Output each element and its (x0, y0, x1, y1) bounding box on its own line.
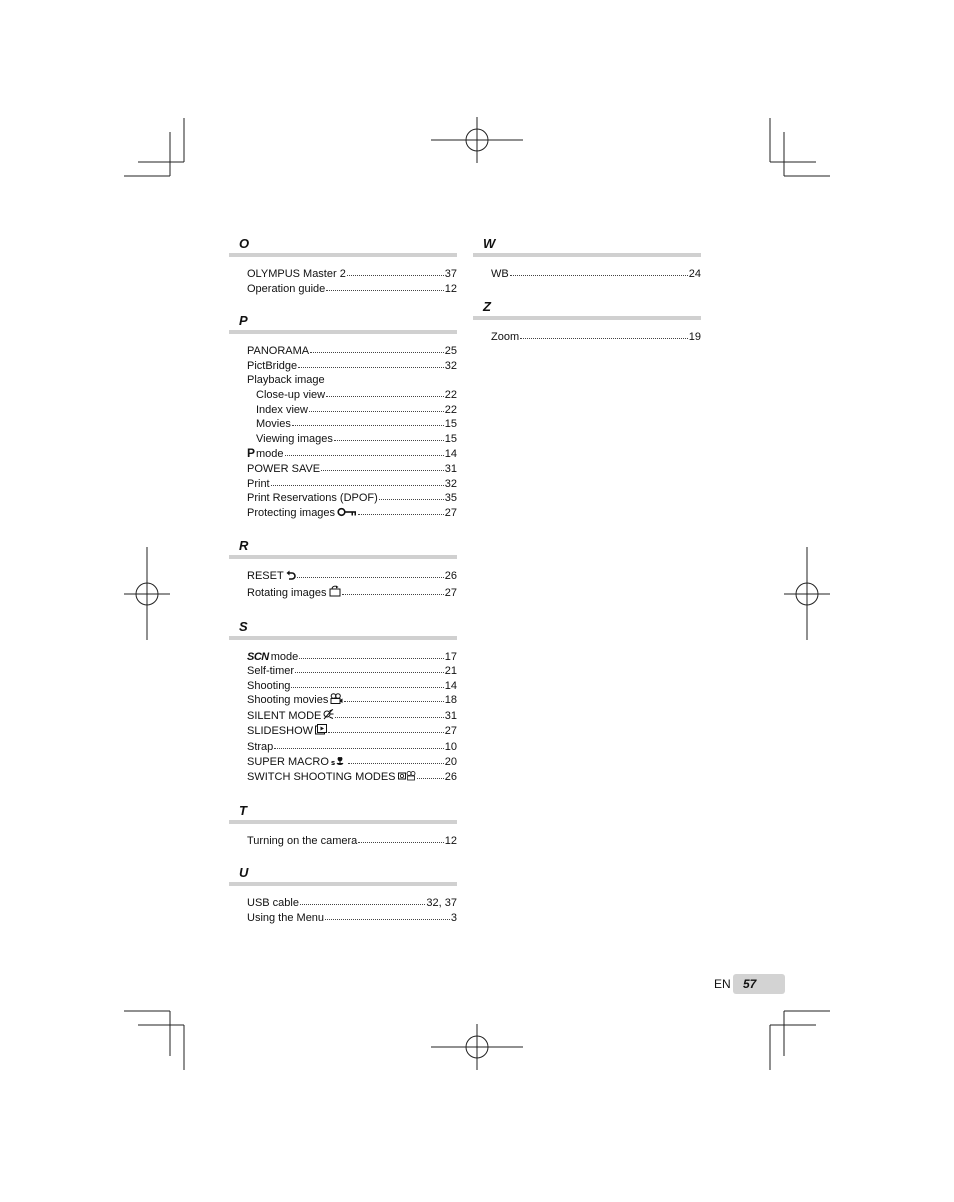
entry-label-group (256, 388, 325, 403)
entry-label: Index view (256, 403, 308, 416)
entry-label: WB (491, 268, 509, 280)
entry-label-group (247, 911, 324, 926)
section-header (229, 866, 457, 886)
entry-list (229, 824, 457, 849)
index-entry-super-macro (247, 755, 457, 771)
entry-label-group (247, 267, 346, 282)
index-entry-shooting-movies (247, 693, 457, 709)
dot-leader (291, 678, 443, 688)
section-header (473, 300, 701, 320)
entry-label-group (247, 740, 273, 755)
entry-page-number: 21 (444, 665, 457, 678)
entry-page-number: 12 (444, 834, 457, 847)
page-number-tab (733, 974, 785, 994)
dot-leader (379, 490, 444, 500)
entry-page-number: 18 (444, 694, 457, 707)
dot-leader (309, 402, 444, 412)
entry-label-group (247, 506, 357, 522)
entry-label-group (247, 664, 294, 679)
entry-label-group (247, 834, 357, 849)
entry-label: Protecting images (247, 506, 336, 519)
super-macro-icon (331, 755, 347, 771)
dot-leader (298, 358, 444, 368)
entry-page-number: 32 (444, 477, 457, 490)
entry-label-group (247, 477, 270, 492)
dot-leader (274, 739, 443, 749)
entry-label: SWITCH SHOOTING MODES (247, 771, 396, 784)
entry-page-number: 26 (444, 570, 457, 583)
entry-page-number: 22 (444, 388, 457, 401)
index-section-s (229, 620, 457, 786)
entry-label: SLIDESHOW (247, 725, 314, 738)
dot-leader (328, 723, 444, 733)
index-section-o (229, 237, 457, 296)
entry-label: PANORAMA (247, 345, 310, 358)
index-section-p (229, 314, 457, 521)
entry-label: SUPER MACRO (247, 755, 329, 768)
index-entry-rotating-images (247, 585, 457, 602)
entry-label-group (491, 330, 519, 345)
p-mode-mark: P (247, 446, 256, 461)
entry-label: OLYMPUS Master 2 (247, 268, 346, 280)
section-header (229, 804, 457, 824)
index-entry-strap (247, 740, 457, 755)
index-entry-turning-on-the-camera (247, 834, 457, 849)
entry-page-number: 31 (444, 462, 457, 475)
entry-label-group (256, 432, 333, 447)
switch-modes-icon (398, 770, 416, 786)
entry-label: Shooting (247, 679, 291, 692)
section-header (229, 237, 457, 257)
page-number: 57 (743, 977, 757, 991)
entry-label-group (247, 569, 296, 585)
entry-label-group (491, 267, 509, 282)
entry-page-number: 22 (444, 403, 457, 416)
index-entry-panorama (247, 344, 457, 359)
entry-label: Using the Menu (247, 912, 325, 925)
section-header (229, 620, 457, 640)
index-entry-operation-guide (247, 282, 457, 297)
protect-key-icon (337, 507, 357, 522)
index-entry-index-view (247, 403, 457, 418)
dot-leader (300, 895, 425, 905)
entry-label-group (247, 709, 334, 725)
entry-label: SILENT MODE (247, 709, 322, 722)
dot-leader (292, 416, 444, 426)
entry-page-number: 15 (444, 418, 457, 431)
entry-page-number: 25 (444, 345, 457, 358)
dot-leader (347, 266, 444, 276)
entry-label: USB cable (247, 897, 299, 910)
entry-label: Playback image (247, 374, 325, 387)
index-entry-close-up-view (247, 388, 457, 403)
dot-leader (299, 649, 443, 659)
dot-leader (417, 769, 444, 779)
index-section-z (473, 300, 701, 345)
rotate-icon (329, 585, 341, 602)
svg-text:s: s (330, 758, 336, 766)
index-entry-playback-image (247, 373, 457, 388)
entry-label-group (247, 679, 290, 694)
entry-page-number: 31 (444, 709, 457, 722)
entry-label-group (247, 650, 298, 665)
entry-list (473, 257, 701, 282)
entry-page-number: 12 (444, 282, 457, 295)
entry-label-group (247, 282, 325, 297)
dot-leader (342, 585, 444, 595)
entry-page-number: 20 (444, 755, 457, 768)
index-section-t (229, 804, 457, 849)
entry-page-number: 17 (444, 650, 457, 663)
index-entry-using-the-menu (247, 911, 457, 926)
entry-page-number: 27 (444, 506, 457, 519)
entry-label: Print (247, 477, 270, 490)
entry-label: Operation guide (247, 282, 326, 295)
index-entry-switch-shooting-modes (247, 770, 457, 786)
entry-label-group (247, 491, 378, 506)
entry-label-group (247, 693, 343, 709)
entry-label-group (247, 724, 327, 740)
entry-list (229, 334, 457, 521)
index-entry-print (247, 477, 457, 492)
dot-leader (335, 708, 443, 718)
entry-page-number: 37 (444, 268, 457, 280)
entry-label: Close-up view (256, 388, 326, 401)
section-letter: R (239, 538, 249, 554)
entry-page-number: 35 (444, 492, 457, 505)
index-entry-protecting-images (247, 506, 457, 522)
dot-leader (326, 387, 444, 397)
index-section-u (229, 866, 457, 925)
entry-page-number: 10 (444, 741, 457, 754)
entry-page-number: 3 (450, 912, 457, 925)
index-entry-pictbridge (247, 359, 457, 374)
dot-leader (344, 692, 443, 702)
entry-label-group (247, 585, 341, 602)
dot-leader (297, 568, 444, 578)
entry-page-number: 24 (688, 268, 701, 280)
dot-leader (325, 910, 450, 920)
entry-list (473, 320, 701, 345)
dot-leader (310, 343, 444, 353)
dot-leader (285, 446, 444, 456)
entry-label-group (256, 417, 291, 432)
entry-label: Viewing images (256, 432, 333, 445)
dot-leader (510, 266, 688, 276)
entry-list (229, 640, 457, 786)
index-entry-wb (491, 267, 701, 282)
section-letter: S (239, 618, 248, 634)
section-letter: W (483, 236, 496, 251)
entry-page-number: 14 (444, 679, 457, 692)
dot-leader (295, 663, 444, 673)
index-entry-usb-cable (247, 896, 457, 911)
entry-label-group (247, 770, 416, 786)
entry-label-group (247, 446, 284, 462)
index-entry-power-save (247, 462, 457, 477)
entry-page-number: 14 (444, 448, 457, 461)
entry-label-group (247, 344, 309, 359)
dot-leader (358, 833, 443, 843)
index-entry-olympus-master-2 (247, 267, 457, 282)
entry-label: PictBridge (247, 359, 298, 372)
section-header (229, 539, 457, 559)
index-entry-slideshow (247, 724, 457, 740)
section-letter: P (239, 313, 248, 329)
index-entry-silent-mode (247, 709, 457, 725)
entry-label: POWER SAVE (247, 462, 321, 475)
section-header (473, 237, 701, 257)
entry-label-group (247, 462, 320, 477)
dot-leader (271, 476, 444, 486)
index-section-r (229, 539, 457, 601)
entry-label-group (247, 755, 347, 771)
entry-label: Strap (247, 741, 274, 754)
slideshow-icon (315, 724, 327, 740)
entry-list (229, 257, 457, 296)
entry-label: Turning on the camera (247, 834, 358, 847)
entry-page-number: 32 (444, 359, 457, 372)
entry-label-group (247, 359, 297, 374)
index-entry-reset (247, 569, 457, 585)
language-label: EN (714, 977, 731, 991)
entry-page-number: 15 (444, 432, 457, 445)
entry-label: mode (270, 650, 299, 663)
entry-label: Print Reservations (DPOF) (247, 492, 378, 505)
entry-label: mode (256, 448, 284, 461)
silent-mode-icon (323, 709, 334, 725)
entry-page-number: 27 (444, 725, 457, 738)
index-entry-print-reservations-dpof (247, 491, 457, 506)
index-section-w (473, 237, 701, 282)
entry-label: RESET (247, 570, 284, 583)
section-letter: Z (483, 298, 491, 314)
entry-label: Self-timer (247, 665, 295, 678)
entry-label: Movies (256, 418, 291, 431)
entry-label: Rotating images (247, 586, 327, 599)
entry-label-group (247, 374, 325, 386)
index-entry-zoom (491, 330, 701, 345)
dot-leader (321, 461, 444, 471)
entry-page-number: 27 (444, 586, 457, 599)
index-entry-p-mode (247, 446, 457, 462)
scn-mode-mark: SCN (247, 650, 269, 663)
dot-leader (358, 505, 444, 515)
index-entry-movies (247, 417, 457, 432)
dot-leader (334, 431, 444, 441)
entry-list (229, 886, 457, 925)
index-column-left (229, 237, 457, 944)
dot-leader (326, 281, 443, 291)
entry-label: Zoom (491, 330, 520, 343)
reset-arrow-icon (286, 570, 296, 585)
section-letter: U (239, 865, 249, 881)
entry-list (229, 559, 457, 601)
movie-camera-icon (330, 693, 343, 709)
index-entry-viewing-images (247, 432, 457, 447)
index-entry-scn-mode (247, 650, 457, 665)
entry-page-number: 19 (688, 330, 701, 343)
entry-page-number: 32, 37 (426, 897, 457, 910)
section-letter: T (239, 802, 247, 818)
dot-leader (348, 754, 444, 764)
index-entry-shooting (247, 679, 457, 694)
index-column-right (473, 237, 701, 362)
section-header (229, 314, 457, 334)
dot-leader (520, 329, 688, 339)
entry-page-number: 26 (444, 771, 457, 784)
entry-label-group (256, 403, 308, 418)
entry-label: Shooting movies (247, 694, 329, 707)
entry-label-group (247, 896, 299, 911)
index-entry-self-timer (247, 664, 457, 679)
section-letter: O (239, 236, 250, 251)
